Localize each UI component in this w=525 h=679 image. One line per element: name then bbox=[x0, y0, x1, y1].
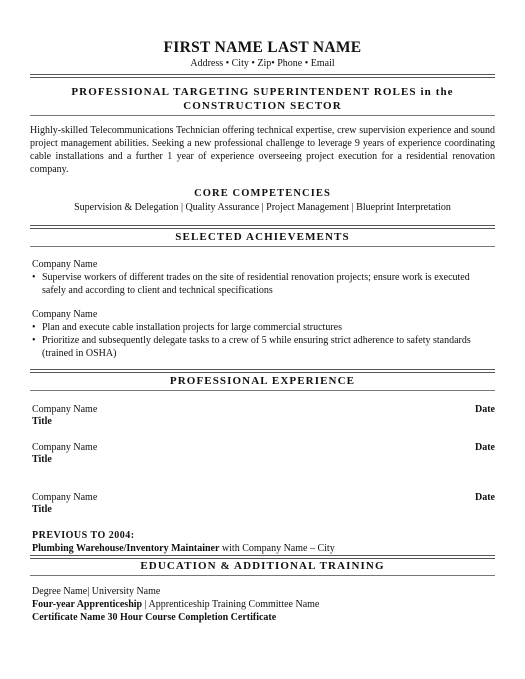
bullet-icon: • bbox=[32, 272, 36, 283]
degree-line: Degree Name| University Name bbox=[32, 586, 161, 597]
education-bottom-rule bbox=[30, 575, 495, 576]
achievements-top-rule bbox=[30, 225, 495, 229]
candidate-name: FIRST NAME LAST NAME bbox=[163, 39, 362, 56]
achievement-list-2 bbox=[32, 321, 494, 360]
previous-role: Plumbing Warehouse/Inventory Maintainer bbox=[32, 543, 220, 554]
previous-role-line bbox=[32, 543, 335, 554]
list-item: • Plan and execute cable installation projects for large commercial structures bbox=[32, 322, 342, 333]
job-title-2: Title bbox=[32, 454, 52, 465]
experience-bottom-rule bbox=[30, 390, 495, 391]
objective-line-1: PROFESSIONAL TARGETING SUPERINTENDENT ROLES in the bbox=[71, 86, 454, 98]
contact-line: Address • City • Zip• Phone • Email bbox=[190, 58, 335, 69]
job-title-3: Title bbox=[32, 504, 52, 515]
header-divider bbox=[30, 74, 495, 78]
experience-heading: PROFESSIONAL EXPERIENCE bbox=[169, 375, 356, 387]
job-date-1: Date bbox=[475, 404, 495, 415]
apprenticeship-committee: | Apprenticeship Training Committee Name bbox=[142, 599, 320, 610]
bullet-icon: • bbox=[32, 322, 36, 333]
education-heading: EDUCATION & ADDITIONAL TRAINING bbox=[140, 560, 385, 572]
objective-line-2: CONSTRUCTION SECTOR bbox=[183, 100, 342, 112]
education-top-rule bbox=[30, 555, 495, 559]
job-company-1: Company Name bbox=[32, 404, 98, 415]
achievement-company-1: Company Name bbox=[32, 259, 98, 270]
achievements-heading: SELECTED ACHIEVEMENTS bbox=[175, 231, 350, 243]
objective-divider bbox=[30, 115, 495, 116]
achievement-list-1 bbox=[32, 271, 494, 297]
list-item: • Prioritize and subsequently delegate tasks to a crew of 5 while ensuring strict adherence to safety standards (trained in OSHA) bbox=[32, 335, 471, 359]
previous-company: with Company Name – City bbox=[219, 543, 335, 554]
bullet-icon: • bbox=[32, 335, 36, 346]
apprenticeship-name: Four-year Apprenticeship bbox=[32, 599, 143, 610]
list-item: • Supervise workers of different trades on the site of residential renovation projects; ensure work is executed safely and according to client and technical specifications bbox=[32, 272, 470, 296]
certificate-line: Certificate Name 30 Hour Course Completion Certificate bbox=[32, 612, 277, 623]
competencies-heading: CORE COMPETENCIES bbox=[194, 188, 331, 199]
achievement-company-2: Company Name bbox=[32, 309, 98, 320]
job-date-3: Date bbox=[475, 492, 495, 503]
previous-heading: PREVIOUS TO 2004: bbox=[32, 530, 135, 541]
job-date-2: Date bbox=[475, 442, 495, 453]
summary-paragraph: Highly-skilled Telecommunications Technician offering technical expertise, crew supervision experience and sound project management abilities. Seeking a new professional challenge to leverage 9 years of experience coordinating cable installations and a further 1 year of experience overseeing project execution for a residential renovation company. bbox=[30, 125, 495, 175]
apprenticeship-line bbox=[32, 599, 319, 610]
competencies-list: Supervision & Delegation | Quality Assurance | Project Management | Blueprint Interpretation bbox=[74, 202, 451, 213]
job-title-1: Title bbox=[32, 416, 52, 427]
job-company-2: Company Name bbox=[32, 442, 98, 453]
job-company-3: Company Name bbox=[32, 492, 98, 503]
experience-top-rule bbox=[30, 369, 495, 373]
achievements-bottom-rule bbox=[30, 246, 495, 247]
